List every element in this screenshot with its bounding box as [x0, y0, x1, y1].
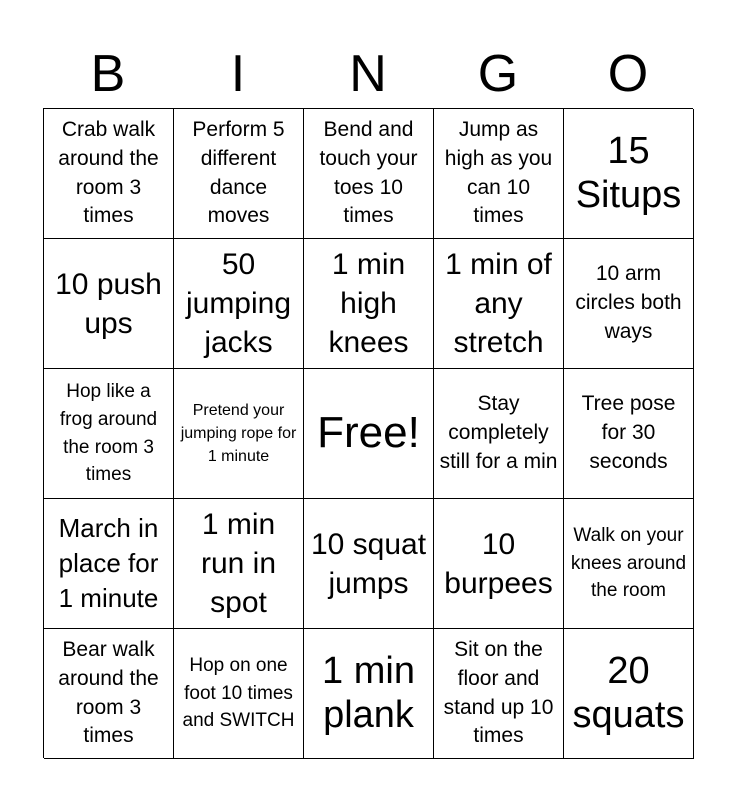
- bingo-cell[interactable]: [174, 369, 304, 499]
- bingo-board: [43, 108, 693, 758]
- bingo-cell-text: Pretend your jumping rope for 1 minute: [180, 401, 297, 466]
- bingo-cell-text: 10 push ups: [55, 267, 162, 340]
- bingo-cell[interactable]: [434, 239, 564, 369]
- bingo-cell[interactable]: [44, 109, 174, 239]
- bingo-cell-text: 15 Situps: [575, 129, 682, 216]
- bingo-cell[interactable]: [304, 239, 434, 369]
- bingo-cell[interactable]: [44, 629, 174, 759]
- bingo-cell-text: 1 min run in spot: [200, 508, 277, 619]
- header-letter-b: B: [90, 45, 126, 103]
- header-letter-n: N: [349, 45, 387, 103]
- bingo-cell[interactable]: [434, 629, 564, 759]
- bingo-cell-text: 1 min plank: [322, 649, 415, 736]
- bingo-cell-text: Bend and touch your toes 10 times: [319, 117, 418, 228]
- bingo-cell-text: Walk on your knees around the room: [570, 525, 687, 602]
- bingo-cell[interactable]: [564, 239, 694, 369]
- bingo-cell-text: Hop like a frog around the room 3 times: [59, 381, 158, 486]
- bingo-cell-text: 10 arm circles both ways: [575, 262, 682, 343]
- bingo-cell[interactable]: [174, 499, 304, 629]
- bingo-cell[interactable]: [44, 239, 174, 369]
- bingo-header: [43, 40, 693, 108]
- bingo-cell[interactable]: [174, 109, 304, 239]
- bingo-cell-text: Bear walk around the room 3 times: [58, 637, 159, 748]
- header-letter-o: O: [607, 45, 649, 103]
- bingo-cell[interactable]: [44, 369, 174, 499]
- bingo-cell[interactable]: [564, 369, 694, 499]
- bingo-cell[interactable]: [174, 239, 304, 369]
- bingo-cell-text: March in place for 1 minute: [58, 512, 159, 614]
- bingo-cell[interactable]: [304, 109, 434, 239]
- bingo-cell-free[interactable]: [304, 369, 434, 499]
- bingo-cell-text: Perform 5 different dance moves: [192, 117, 285, 228]
- bingo-cell-text: 10 burpees: [444, 527, 553, 600]
- bingo-cell[interactable]: [564, 629, 694, 759]
- bingo-cell[interactable]: [434, 499, 564, 629]
- bingo-cell-text: Jump as high as you can 10 times: [444, 117, 553, 228]
- bingo-cell-text: 1 min of any stretch: [445, 248, 552, 359]
- bingo-cell[interactable]: [304, 629, 434, 759]
- bingo-cell-text: 1 min high knees: [328, 248, 409, 359]
- bingo-cell-text: 20 squats: [572, 649, 685, 736]
- bingo-cell-text: 10 squat jumps: [310, 527, 427, 600]
- header-letter-i: I: [230, 45, 246, 103]
- bingo-cell-text: Hop on one foot 10 times and SWITCH: [182, 655, 295, 732]
- bingo-cell-text: Crab walk around the room 3 times: [58, 117, 159, 228]
- bingo-cell-text: 50 jumping jacks: [185, 248, 292, 359]
- bingo-cell[interactable]: [434, 109, 564, 239]
- header-letter-g: G: [477, 45, 519, 103]
- bingo-cell-text: Sit on the floor and stand up 10 times: [443, 637, 554, 748]
- bingo-cell-text: Tree pose for 30 seconds: [581, 392, 676, 473]
- bingo-cell[interactable]: [304, 499, 434, 629]
- bingo-cell-text: Stay completely still for a min: [439, 392, 558, 473]
- bingo-cell[interactable]: [44, 499, 174, 629]
- free-space-text: Free!: [317, 408, 420, 458]
- bingo-cell[interactable]: [434, 369, 564, 499]
- bingo-cell[interactable]: [174, 629, 304, 759]
- bingo-cell[interactable]: [564, 499, 694, 629]
- bingo-cell[interactable]: [564, 109, 694, 239]
